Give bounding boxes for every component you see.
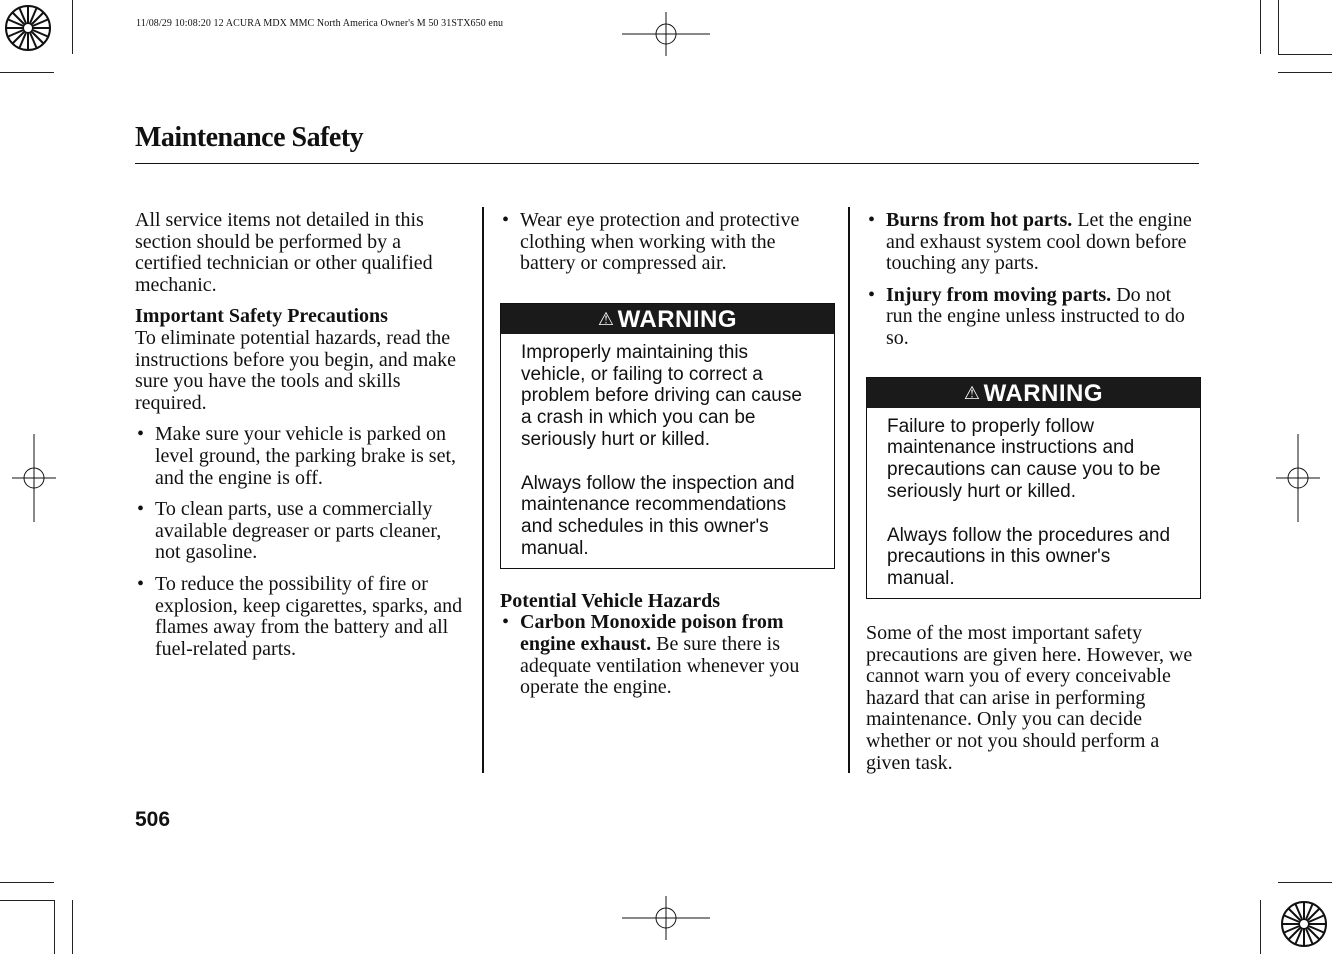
crop-mark [0,72,54,73]
column-1 [135,210,470,660]
warning-text: Improperly maintaining this vehicle, or failing to correct a problem before driving can cause a crash in which you can be seriously hurt or killed. [521,341,802,450]
warning-label: WARNING [983,379,1104,407]
list-item: • To reduce the possibility of fire or explosion, keep cigarettes, sparks, and flames away from the battery and all fuel-related parts. [135,574,470,660]
hazards-list-continued [866,210,1201,350]
target-mark-top-icon [622,12,710,56]
list-item: • Make sure your vehicle is parked on level ground, the parking brake is set, and the engine is off. [135,424,470,489]
column-3 [866,210,1201,774]
crop-mark [54,900,55,954]
hazard-text: Be sure there is adequate ventilation whenever you operate the engine. [520,632,800,699]
warning-header [867,378,1200,408]
crop-mark [1278,0,1279,54]
section-subhead: Important Safety Precautions [135,305,388,328]
print-header: 11/08/29 10:08:20 12 ACURA MDX MMC North America Owner's M 50 31STX650 enu [136,18,504,29]
crop-mark [0,900,54,901]
list-item [500,612,835,698]
list-item [866,210,1201,275]
precautions-list-continued [500,210,835,275]
warning-header [501,304,834,334]
warning-box [866,377,1201,599]
crop-mark [72,900,73,954]
column-2 [500,210,835,699]
list-item: • To clean parts, use a commercially available degreaser or parts cleaner, not gasoline. [135,499,470,564]
crop-mark [1278,72,1332,73]
hazards-list [500,612,835,698]
hazard-text: Do not run the engine unless instructed to do so. [886,283,1185,349]
target-mark-left-icon [12,434,56,522]
warning-box [500,303,835,569]
page-number: 506 [135,808,171,831]
title-rule [135,163,1199,164]
crop-mark [1260,900,1261,954]
closing-paragraph: Some of the most important safety precautions are given here. However, we cannot warn you of every conceivable hazard that can arise in performing maintenance. Only you can decide whether or not you should perform a given task. [866,621,1193,774]
list-item [866,285,1201,350]
registration-mark-top-left-icon [2,2,54,54]
intro-paragraph: All service items not detailed in this section should be performed by a certified technician or other qualified mechanic. [135,209,433,296]
target-mark-right-icon [1276,434,1320,522]
page-title: Maintenance Safety [135,122,364,153]
crop-mark [1278,54,1332,55]
crop-mark [1260,0,1261,54]
hazard-title: Carbon Monoxide poison from engine exhaust. [520,611,784,655]
lead-paragraph: To eliminate potential hazards, read the instructions before you begin, and make sure you have the tools and skills required. [135,326,457,414]
column-divider [482,207,484,773]
hazard-title: Burns from hot parts. [886,209,1073,231]
warning-text: Always follow the inspection and maintenance recommendations and schedules in this owner's manual. [521,472,795,559]
precautions-list [135,424,470,660]
hazard-text: Let the engine and exhaust system cool down before touching any parts. [886,209,1192,275]
registration-mark-bottom-right-icon [1278,898,1330,950]
column-divider [848,207,850,773]
hazard-title: Injury from moving parts. [886,283,1112,306]
warning-text: Always follow the procedures and precautions in this owner's manual. [887,524,1171,590]
warning-label: WARNING [617,305,738,333]
warning-triangle-icon: ⚠ [597,308,615,329]
warning-body [867,408,1200,598]
section-subhead: Potential Vehicle Hazards [500,589,720,612]
crop-mark [72,0,73,54]
warning-text: Failure to properly follow maintenance instructions and precautions can cause you to be seriously hurt or killed. [887,415,1161,502]
warning-triangle-icon: ⚠ [963,382,981,403]
crop-mark [0,882,54,883]
target-mark-bottom-icon [622,896,710,940]
list-item: • Wear eye protection and protective clothing when working with the battery or compressed air. [500,210,835,275]
crop-mark [1278,882,1332,883]
warning-body [501,334,834,568]
